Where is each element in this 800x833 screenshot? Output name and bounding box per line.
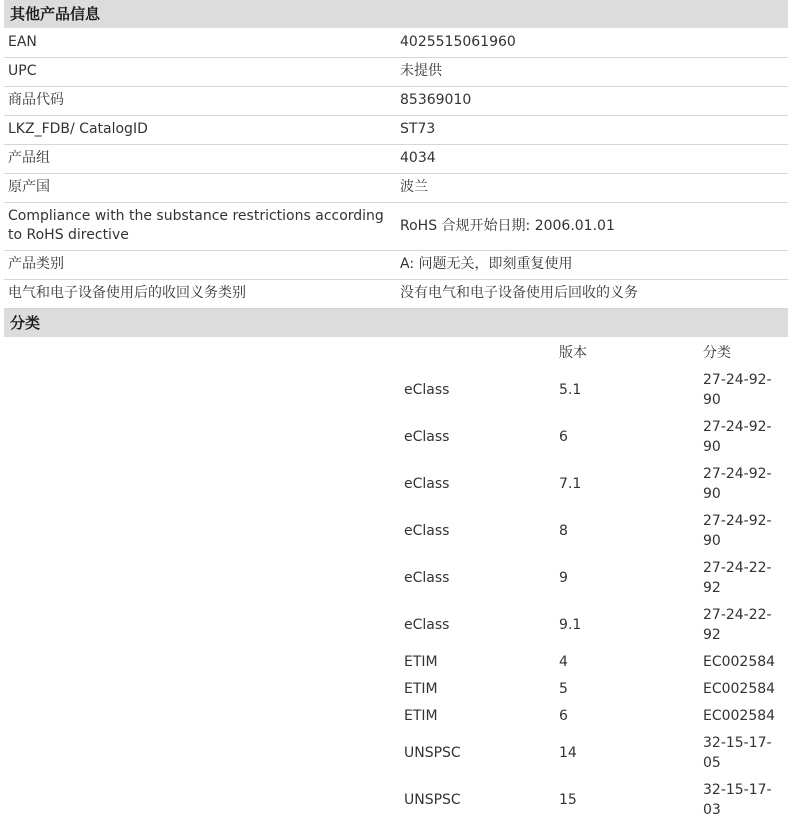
- classification-version: 7.1: [559, 476, 582, 492]
- classification-system: ETIM: [404, 681, 438, 697]
- classification-system: eClass: [404, 429, 450, 445]
- classification-row: [400, 508, 787, 555]
- info-value: RoHS 合规开始日期: 2006.01.01: [396, 202, 788, 250]
- info-row: [4, 279, 788, 308]
- info-label: 产品组: [4, 144, 396, 173]
- classification-code: 27-24-22-92: [703, 560, 772, 596]
- other-info-header: 其他产品信息: [4, 0, 788, 28]
- classification-row: [400, 777, 787, 824]
- classification-code: 27-24-92-90: [703, 513, 772, 549]
- classification-system: ETIM: [404, 654, 438, 670]
- classification-version: 6: [559, 429, 568, 445]
- info-value: 波兰: [396, 173, 788, 202]
- classification-version: 15: [559, 792, 577, 808]
- info-row: [4, 115, 788, 144]
- classification-code: 27-24-22-92: [703, 607, 772, 643]
- classification-header-row: [400, 337, 787, 367]
- classification-code: EC002584: [703, 681, 776, 697]
- info-label: 产品类别: [4, 250, 396, 279]
- classification-system: eClass: [404, 476, 450, 492]
- classification-row: [400, 414, 787, 461]
- classification-table: [400, 337, 787, 824]
- classification-system: UNSPSC: [404, 792, 461, 808]
- classification-code: 32-15-17-03: [703, 782, 772, 818]
- info-label: 原产国: [4, 173, 396, 202]
- classification-version: 14: [559, 745, 577, 761]
- classification-header: 分类: [4, 309, 788, 337]
- classification-code: 27-24-92-90: [703, 419, 772, 455]
- classification-code: 27-24-92-90: [703, 372, 772, 408]
- info-label: UPC: [4, 57, 396, 86]
- classification-version: 6: [559, 708, 568, 724]
- info-value: 4034: [396, 144, 788, 173]
- classification-system: eClass: [404, 570, 450, 586]
- info-row: [4, 250, 788, 279]
- system-column-header: [400, 337, 555, 367]
- classification-area: [4, 337, 788, 824]
- classification-row: [400, 703, 787, 730]
- info-row: [4, 202, 788, 250]
- info-label: 电气和电子设备使用后的收回义务类别: [4, 279, 396, 308]
- info-value: 4025515061960: [396, 28, 788, 57]
- classification-system: UNSPSC: [404, 745, 461, 761]
- info-value: ST73: [396, 115, 788, 144]
- classification-row: [400, 649, 787, 676]
- version-column-header: 版本: [559, 344, 587, 361]
- classification-system: eClass: [404, 523, 450, 539]
- info-value: 没有电气和电子设备使用后回收的义务: [396, 279, 788, 308]
- classification-row: [400, 730, 787, 777]
- class-column-header: 分类: [703, 344, 731, 361]
- info-value: 未提供: [396, 57, 788, 86]
- classification-row: [400, 602, 787, 649]
- classification-version: 8: [559, 523, 568, 539]
- classification-system: eClass: [404, 382, 450, 398]
- classification-version: 9: [559, 570, 568, 586]
- info-row: [4, 86, 788, 115]
- classification-code: 27-24-92-90: [703, 466, 772, 502]
- classification-code: EC002584: [703, 654, 776, 670]
- info-label: EAN: [4, 28, 396, 57]
- classification-version: 9.1: [559, 617, 582, 633]
- classification-system: ETIM: [404, 708, 438, 724]
- classification-row: [400, 461, 787, 508]
- classification-system: eClass: [404, 617, 450, 633]
- classification-row: [400, 555, 787, 602]
- classification-code: 32-15-17-05: [703, 735, 772, 771]
- classification-code: EC002584: [703, 708, 776, 724]
- info-value: 85369010: [396, 86, 788, 115]
- other-info-table: [4, 28, 788, 309]
- classification-version: 5.1: [559, 382, 582, 398]
- classification-version: 5: [559, 681, 568, 697]
- info-label: 商品代码: [4, 86, 396, 115]
- info-label: LKZ_FDB/ CatalogID: [4, 115, 396, 144]
- info-row: [4, 144, 788, 173]
- info-row: [4, 57, 788, 86]
- info-label: Compliance with the substance restrictions according to RoHS directive: [4, 202, 396, 250]
- info-row: [4, 28, 788, 57]
- classification-version: 4: [559, 654, 568, 670]
- info-value: A: 问题无关，即刻重复使用: [396, 250, 788, 279]
- classification-row: [400, 676, 787, 703]
- info-row: [4, 173, 788, 202]
- classification-row: [400, 367, 787, 414]
